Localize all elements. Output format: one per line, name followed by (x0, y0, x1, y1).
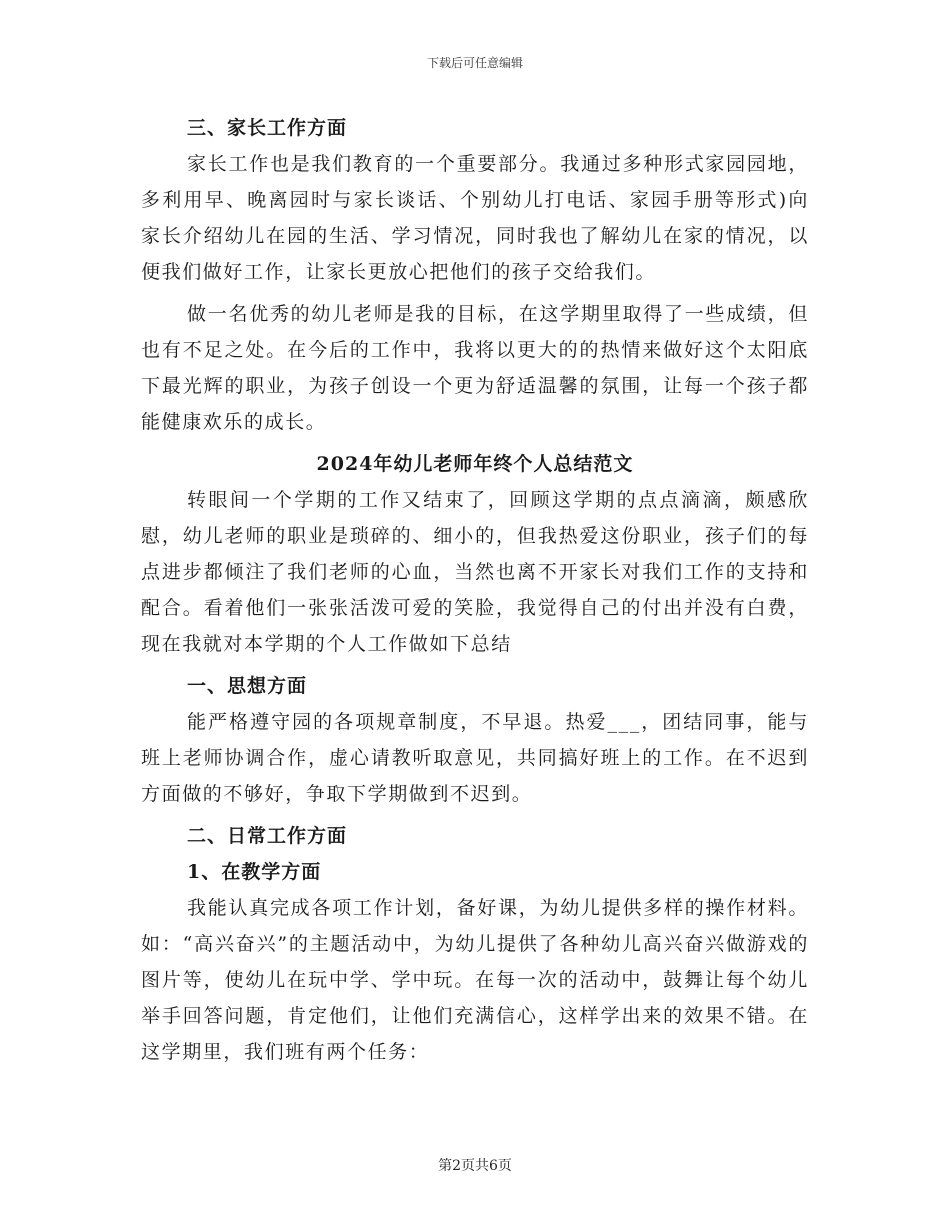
article-title: 2024年幼儿老师年终个人总结范文 (316, 453, 634, 475)
paragraph-parent-work: 家长工作也是我们教育的一个重要部分。我通过多种形式家园园地，多利用早、晚离园时与家长谈话、个别幼儿打电话、家园手册等形式)向家长介绍幼儿在园的生活、学习情况，同时我也了解幼儿在家的情况，以便我们做好工作，让家长更放心把他们的孩子交给我们。 (141, 153, 809, 283)
subsection-heading-teaching: 1、在教学方面 (187, 861, 322, 883)
paragraph-thought: 能严格遵守园的各项规章制度，不早退。热爱___，团结同事，能与班上老师协调合作，虚心请教听取意见，共同搞好班上的工作。在不迟到方面做的不够好，争取下学期做到不迟到。 (141, 711, 809, 805)
page-indicator: 第2页共6页 (438, 1158, 512, 1174)
header-note: 下载后可任意编辑 (426, 56, 523, 70)
paragraph-goal: 做一名优秀的幼儿老师是我的目标，在这学期里取得了一些成绩，但也有不足之处。在今后的工作中，我将以更大的的热情来做好这个太阳底下最光辉的职业，为孩子创设一个更为舒适温馨的氛围，让每一个孩子都能健康欢乐的成长。 (141, 303, 809, 433)
section-heading-daily-work: 二、日常工作方面 (187, 825, 348, 847)
document-body (141, 110, 809, 1070)
section-heading-parent-work: 三、家长工作方面 (187, 117, 348, 139)
paragraph-intro: 转眼间一个学期的工作又结束了，回顾这学期的点点滴滴，颇感欣慰，幼儿老师的职业是琐碎的、细小的，但我热爱这份职业，孩子们的每点进步都倾注了我们老师的心血，当然也离不开家长对我们工作的支持和配合。看着他们一张张活泼可爱的笑脸，我觉得自己的付出并没有白费，现在我就对本学期的个人工作做如下总结 (141, 489, 809, 655)
section-heading-thought: 一、思想方面 (187, 675, 308, 697)
paragraph-teaching: 我能认真完成各项工作计划，备好课，为幼儿提供多样的操作材料。如：“高兴奋兴”的主题活动中，为幼儿提供了各种幼儿高兴奋兴做游戏的图片等，使幼儿在玩中学、学中玩。在每一次的活动中，鼓舞让每个幼儿举手回答问题，肯定他们，让他们充满信心，这样学出来的效果不错。在这学期里，我们班有两个任务： (141, 897, 809, 1063)
